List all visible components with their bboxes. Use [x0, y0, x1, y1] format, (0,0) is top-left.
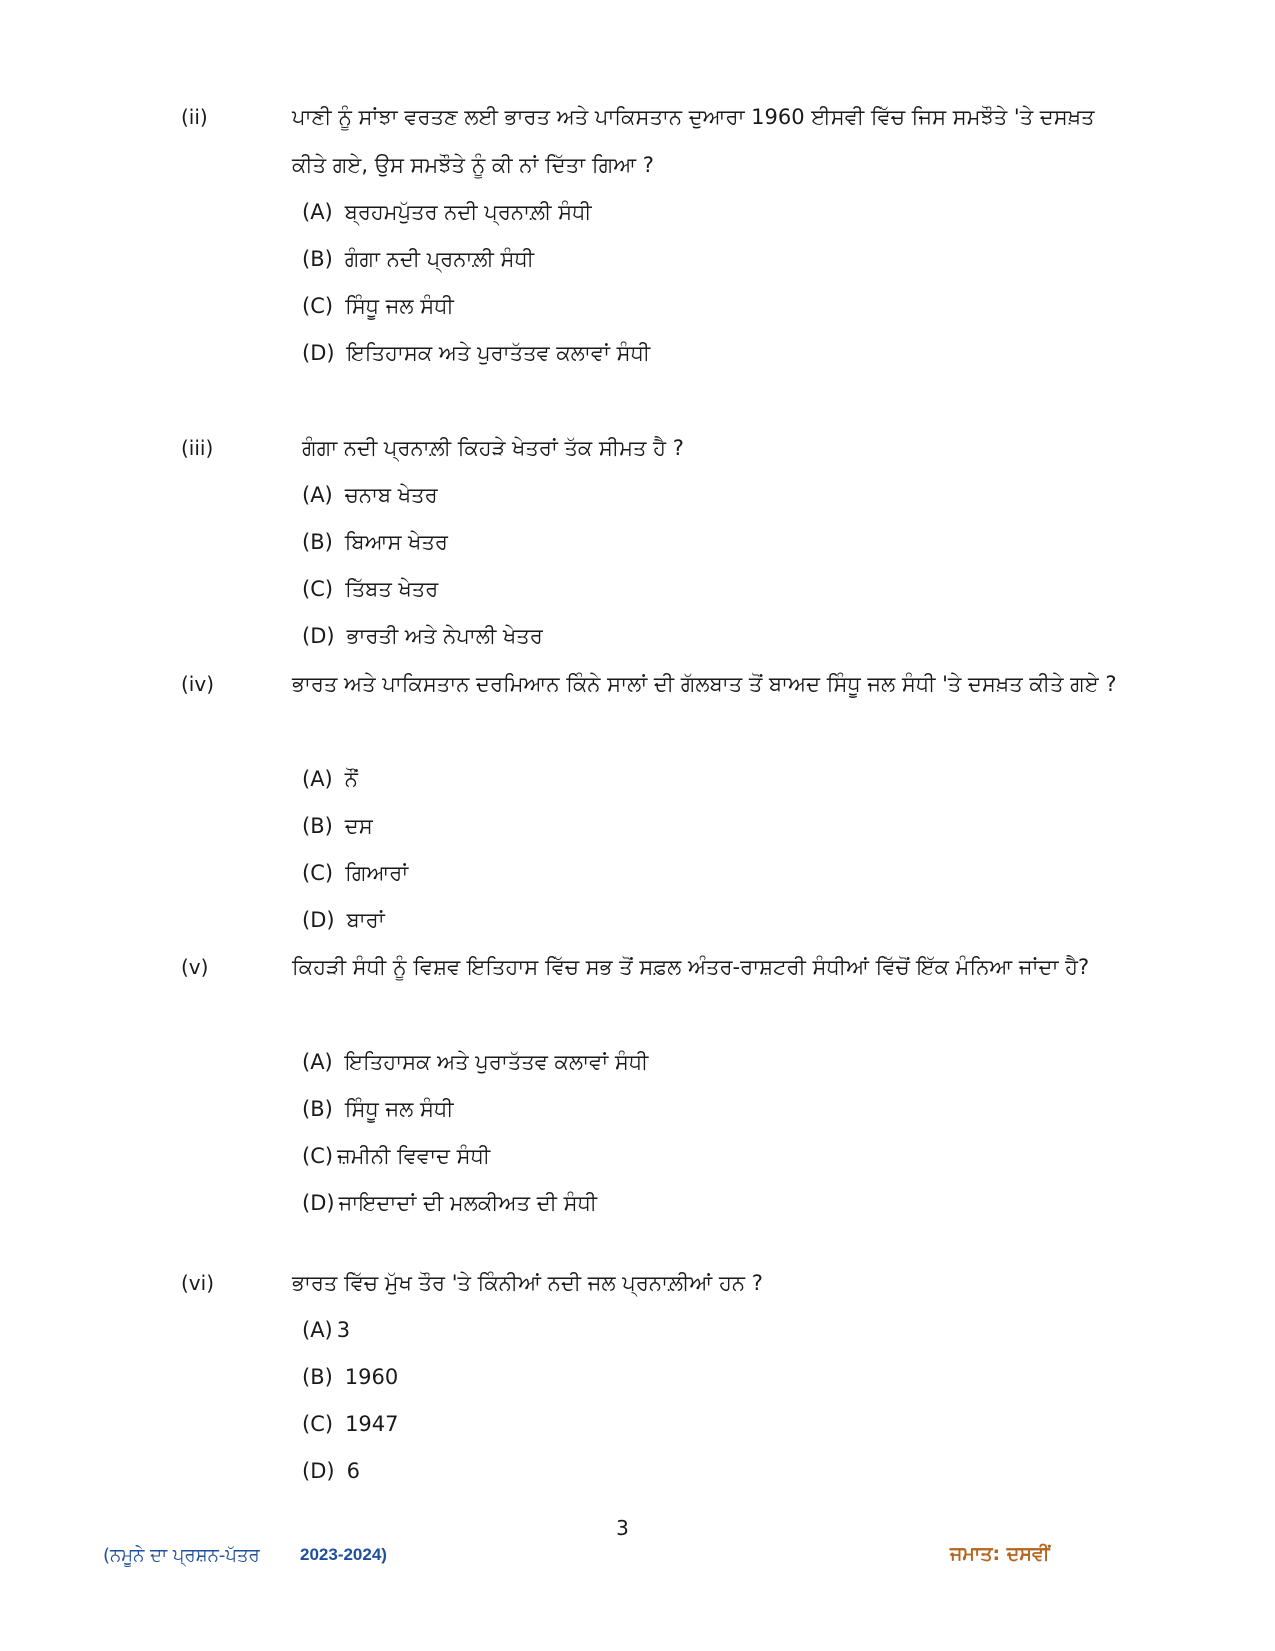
option-c [302, 850, 408, 897]
option-text: ਬ੍ਰਹਮਪੁੱਤਰ ਨਦੀ ਪ੍ਰਨਾਲ਼ੀ ਸੰਧੀ [344, 200, 592, 224]
option-text: ਜ਼ਮੀਨੀ ਵਿਵਾਦ ਸੰਧੀ [337, 1144, 491, 1168]
option-b [302, 519, 543, 566]
option-a [302, 189, 650, 236]
footer-year: 2023-2024) [300, 1545, 387, 1564]
option-label: (D) [302, 341, 335, 365]
option-d [302, 330, 650, 377]
option-d [302, 1180, 648, 1227]
option-label: (C) [302, 1412, 334, 1436]
option-label: (C) [302, 861, 334, 885]
option-text: 1947 [345, 1412, 399, 1436]
option-c [302, 283, 650, 330]
question-text: ਭਾਰਤ ਵਿੱਚ ਮੁੱਖ ਤੌਰ 'ਤੇ ਕਿੰਨੀਆਂ ਨਦੀ ਜਲ ਪ੍ਰਨਾਲ਼ੀਆਂ ਹਨ ? [292, 1271, 763, 1295]
option-d [302, 613, 543, 660]
footer-paper-title: (ਨਮੂਨੇ ਦਾ ਪ੍ਰਸ਼ਨ-ਪੱਤਰ [103, 1545, 260, 1566]
question-text: ਪਾਣੀ ਨੂੰ ਸਾਂਝਾ ਵਰਤਣ ਲਈ ਭਾਰਤ ਅਤੇ ਪਾਕਿਸਤਾਨ ਦੁਆਰਾ 1960 ਈਸਵੀ ਵਿੱਚ ਜਿਸ ਸਮਝੌਤੇ 'ਤੇ ਦਸਖ਼ਤ ਕੀਤੇ ਗਏ, ਉਸ ਸਮਝੌਤੇ ਨੂੰ ਕੀ ਨਾਂ ਦਿੱਤਾ ਗਿਆ ? [292, 105, 1095, 177]
option-text: ਸਿੰਧੂ ਜਲ ਸੰਧੀ [344, 1097, 454, 1121]
option-a [302, 1307, 399, 1354]
option-text: ਜਾਇਦਾਦਾਂ ਦੀ ਮਲਕੀਅਤ ਦੀ ਸੰਧੀ [338, 1191, 598, 1215]
option-label: (C) [302, 1144, 334, 1168]
option-label: (A) [302, 483, 333, 507]
options-list [302, 472, 543, 660]
option-text: ਬਿਆਸ ਖੇਤਰ [344, 530, 448, 554]
option-text: 6 [346, 1459, 360, 1483]
option-b [302, 803, 408, 850]
question-number: (vi) [181, 1271, 214, 1295]
question-text: ਕਿਹੜੀ ਸੰਧੀ ਨੂੰ ਵਿਸ਼ਵ ਇਤਿਹਾਸ ਵਿੱਚ ਸਭ ਤੋਂ ਸਫ਼ਲ ਅੰਤਰ-ਰਾਸ਼ਟਰੀ ਸੰਧੀਆਂ ਵਿੱਚੋਂ ਇੱਕ ਮੰਨਿਆ ਜਾਂਦਾ ਹੈ? [292, 955, 1090, 979]
option-label: (B) [302, 1097, 333, 1121]
question-number: (iv) [181, 672, 214, 696]
option-text: ਦਸ [344, 814, 373, 838]
option-text: ਨੌਂ [344, 767, 358, 791]
option-b [302, 1354, 399, 1401]
option-label: (B) [302, 814, 333, 838]
option-d [302, 1448, 399, 1495]
question-number: (v) [181, 955, 209, 979]
option-label: (A) [302, 200, 333, 224]
options-list [302, 756, 408, 944]
option-text: ਗੰਗਾ ਨਦੀ ਪ੍ਰਨਾਲ਼ੀ ਸੰਧੀ [344, 247, 535, 271]
option-text: ਸਿੰਧੂ ਜਲ ਸੰਧੀ [345, 294, 454, 318]
option-c [302, 1401, 399, 1448]
option-label: (C) [302, 294, 334, 318]
option-label: (D) [302, 1459, 335, 1483]
option-text: ਚਨਾਬ ਖੇਤਰ [344, 483, 438, 507]
options-list [302, 1307, 399, 1495]
option-text: 1960 [344, 1365, 399, 1389]
options-list [302, 189, 650, 377]
option-label: (B) [302, 1365, 333, 1389]
option-c [302, 566, 543, 613]
option-label: (C) [302, 577, 334, 601]
page-number: 3 [616, 1516, 629, 1540]
option-b [302, 236, 650, 283]
option-label: (B) [302, 530, 333, 554]
option-label: (D) [302, 908, 335, 932]
option-label: (A) [302, 1318, 333, 1342]
question-number: (ii) [181, 105, 208, 129]
option-c [302, 1133, 648, 1180]
option-b [302, 1086, 648, 1133]
option-a [302, 472, 543, 519]
option-text: ਗਿਆਰਾਂ [345, 861, 409, 885]
option-a [302, 756, 408, 803]
option-text: ਭਾਰਤੀ ਅਤੇ ਨੇਪਾਲੀ ਖੇਤਰ [346, 624, 543, 648]
option-d [302, 897, 408, 944]
option-label: (B) [302, 247, 333, 271]
options-list [302, 1039, 648, 1227]
question-number: (iii) [181, 436, 214, 460]
question-text: ਗੰਗਾ ਨਦੀ ਪ੍ਰਨਾਲ਼ੀ ਕਿਹੜੇ ਖੇਤਰਾਂ ਤੱਕ ਸੀਮਤ ਹੈ ? [302, 436, 684, 460]
option-a [302, 1039, 648, 1086]
question-text: ਭਾਰਤ ਅਤੇ ਪਾਕਿਸਤਾਨ ਦਰਮਿਆਨ ਕਿੰਨੇ ਸਾਲਾਂ ਦੀ ਗੱਲਬਾਤ ਤੋਂ ਬਾਅਦ ਸਿੰਧੂ ਜਲ ਸੰਧੀ 'ਤੇ ਦਸਖ਼ਤ ਕੀਤੇ ਗਏ ? [292, 672, 1117, 696]
option-text: ਇਤਿਹਾਸਕ ਅਤੇ ਪੁਰਾਤੱਤਵ ਕਲਾਵਾਂ ਸੰਧੀ [346, 341, 651, 365]
option-label: (A) [302, 1050, 333, 1074]
option-label: (D) [302, 1191, 335, 1215]
option-label: (D) [302, 624, 335, 648]
option-text: ਤਿੱਬਤ ਖੇਤਰ [345, 577, 439, 601]
option-text: 3 [336, 1318, 351, 1342]
option-text: ਬਾਰਾਂ [346, 908, 385, 932]
option-label: (A) [302, 767, 333, 791]
footer-class: ਜਮਾਤ: ਦਸਵੀਂ [950, 1543, 1050, 1565]
option-text: ਇਤਿਹਾਸਕ ਅਤੇ ਪੁਰਾਤੱਤਵ ਕਲਾਵਾਂ ਸੰਧੀ [344, 1050, 649, 1074]
